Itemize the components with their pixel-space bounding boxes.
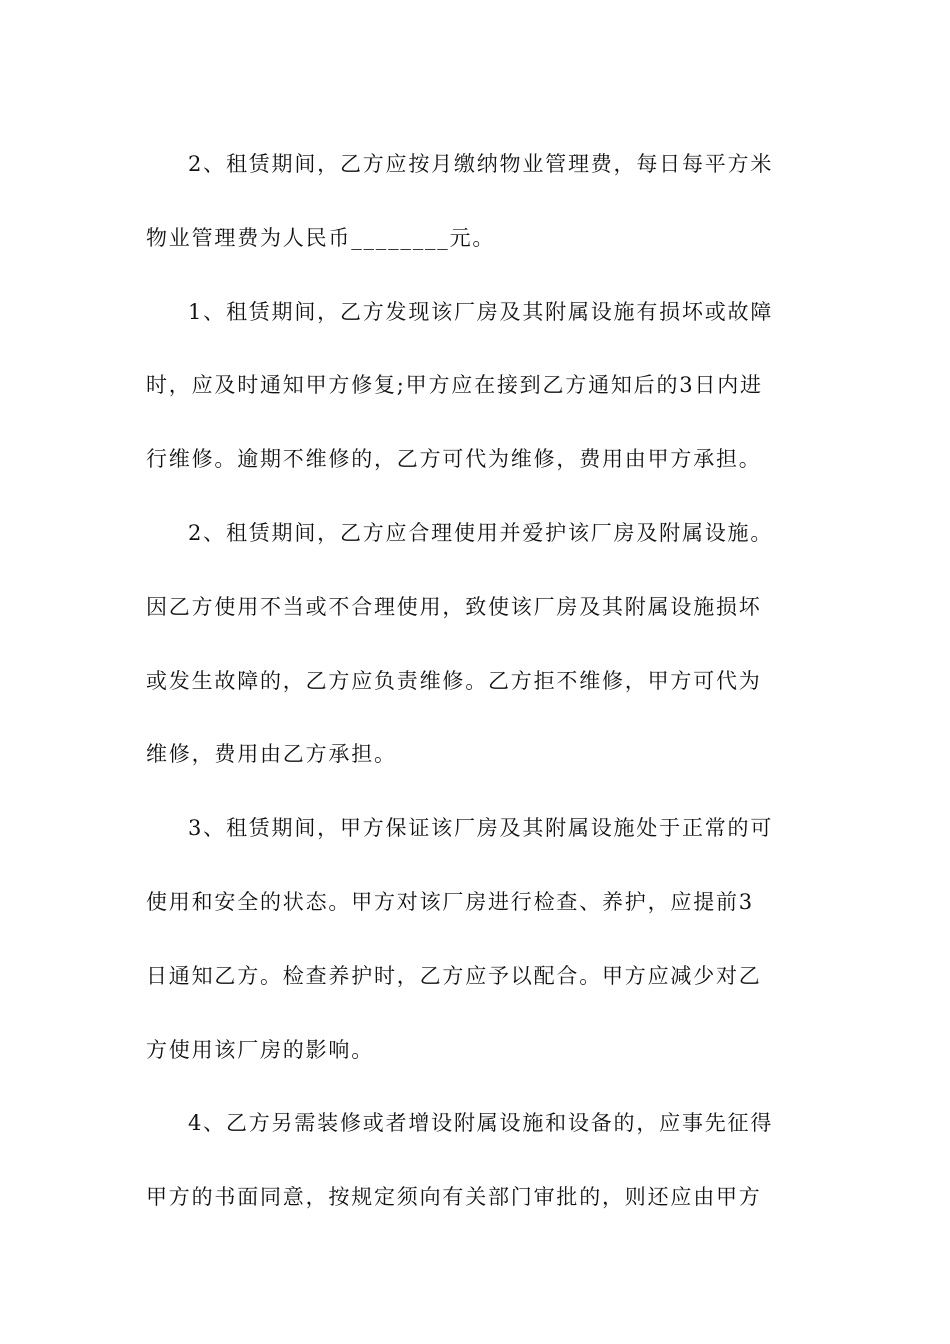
paragraph-line: 或发生故障的，乙方应负责维修。乙方拒不维修，甲方可代为	[146, 668, 762, 693]
paragraph-5	[146, 1087, 816, 1235]
paragraph-line: 甲方的书面同意，按规定须向有关部门审批的，则还应由甲方	[146, 1185, 762, 1210]
paragraph-line: 行维修。逾期不维修的，乙方可代为维修，费用由甲方承担。	[146, 447, 762, 472]
paragraph-line: 4、乙方另需装修或者增设附属设施和设备的，应事先征得	[188, 1111, 774, 1136]
paragraph-4	[146, 792, 816, 1087]
paragraph-line: 方使用该厂房的影响。	[146, 1037, 374, 1062]
paragraph-line: 因乙方使用不当或不合理使用，致使该厂房及其附属设施损坏	[146, 594, 762, 619]
paragraph-line: 2、租赁期间，乙方应按月缴纳物业管理费，每日每平方米	[188, 152, 774, 176]
paragraph-1	[146, 128, 816, 276]
paragraph-line: 物业管理费为人民币________元。	[146, 225, 496, 250]
paragraph-line: 维修，费用由乙方承担。	[146, 742, 397, 767]
paragraph-line: 使用和安全的状态。甲方对该厂房进行检查、养护，应提前3	[146, 889, 754, 914]
paragraph-line: 3、租赁期间，甲方保证该厂房及其附属设施处于正常的可	[188, 816, 774, 841]
paragraph-line: 2、租赁期间，乙方应合理使用并爱护该厂房及附属设施。	[188, 520, 774, 545]
document-body	[146, 128, 816, 1235]
paragraph-line: 1、租赁期间，乙方发现该厂房及其附属设施有损坏或故障	[188, 299, 774, 324]
paragraph-2	[146, 276, 816, 497]
paragraph-3	[146, 497, 816, 792]
paragraph-line: 日通知乙方。检查养护时，乙方应予以配合。甲方应减少对乙	[146, 963, 762, 988]
paragraph-line: 时，应及时通知甲方修复;甲方应在接到乙方通知后的3日内进	[146, 373, 763, 398]
